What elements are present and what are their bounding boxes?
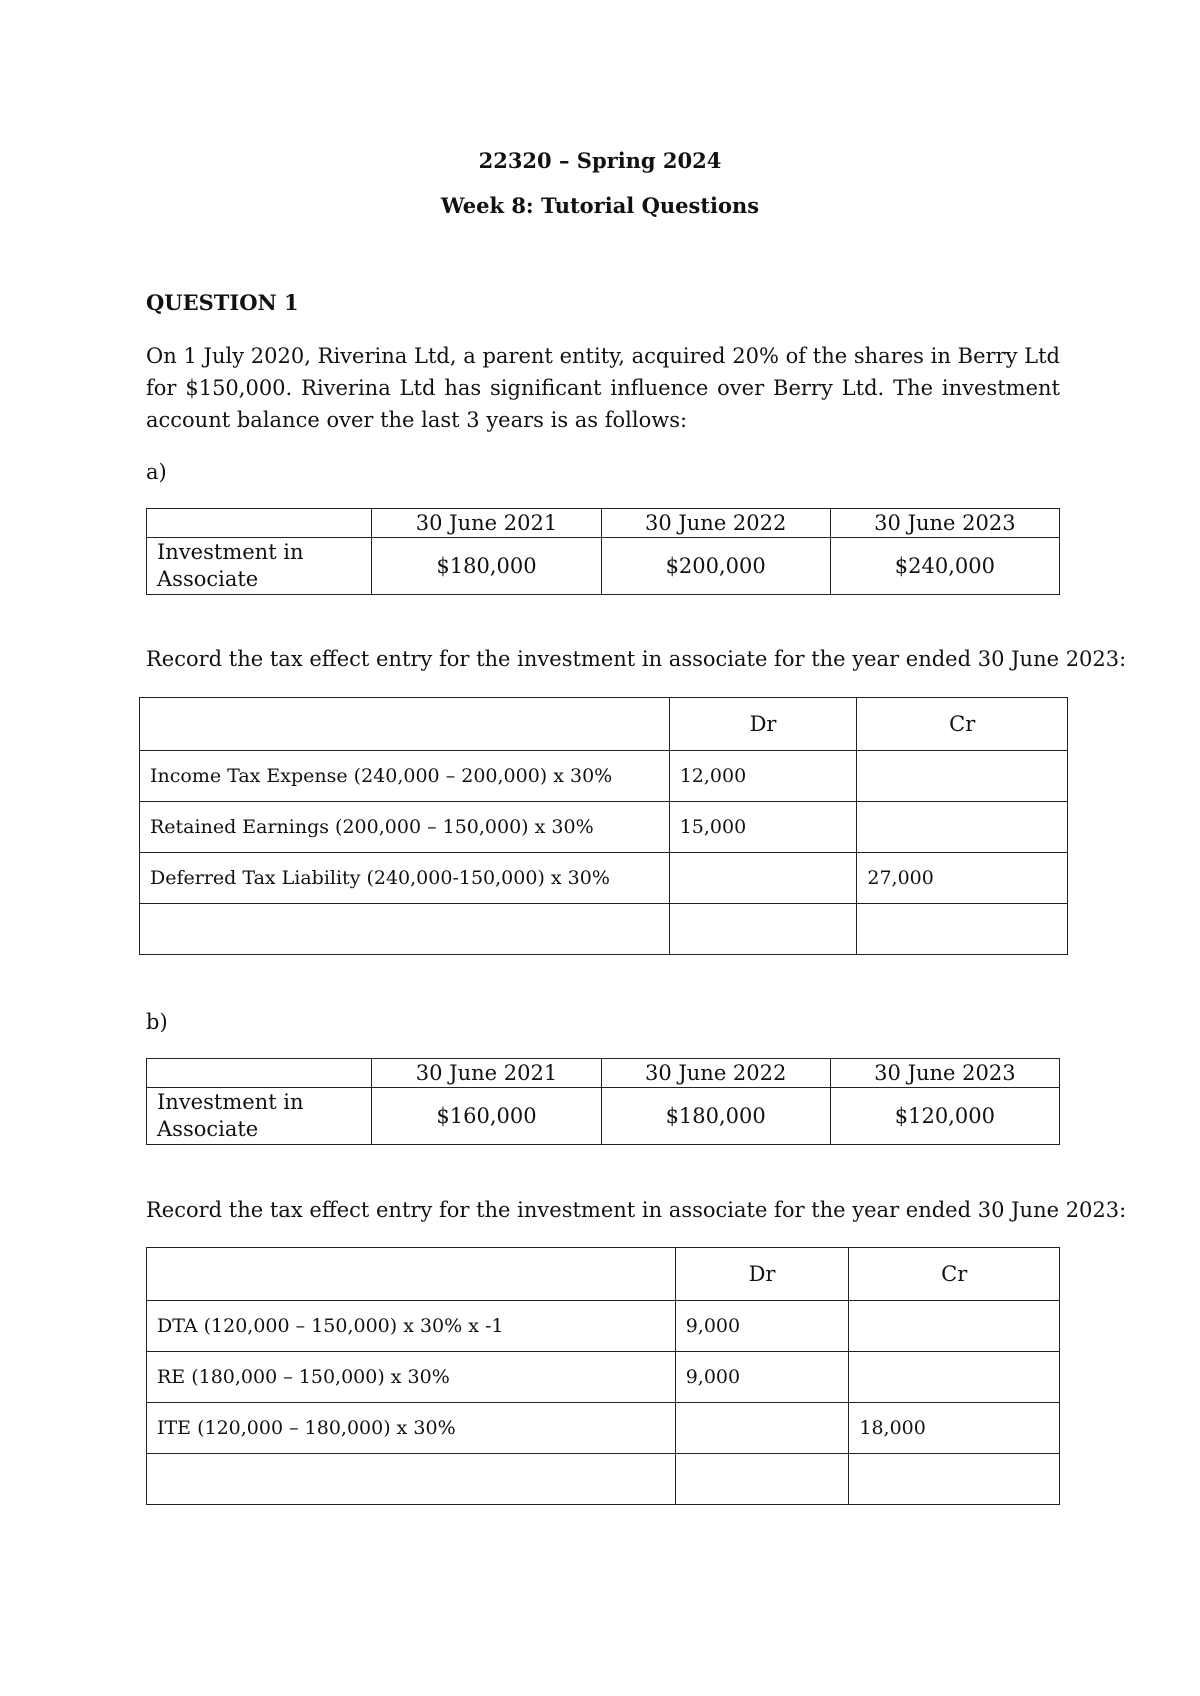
balance-value: $240,000 — [830, 538, 1059, 595]
balance-value: $180,000 — [372, 538, 601, 595]
cr-header: Cr — [849, 1248, 1060, 1301]
empty-header-cell — [147, 1059, 372, 1088]
journal-row — [140, 904, 1068, 955]
cr-cell — [849, 1454, 1060, 1505]
dr-cell: 9,000 — [675, 1352, 849, 1403]
account-header-cell — [140, 698, 670, 751]
account-cell: Deferred Tax Liability (240,000-150,000) x 30% — [140, 853, 670, 904]
part-b-journal-table — [146, 1247, 1060, 1505]
journal-row — [147, 1352, 1060, 1403]
account-cell: ITE (120,000 – 180,000) x 30% — [147, 1403, 676, 1454]
table-row — [147, 1088, 1060, 1145]
part-a-label: a) — [146, 460, 167, 484]
account-cell: DTA (120,000 – 150,000) x 30% x -1 — [147, 1301, 676, 1352]
dr-cell: 15,000 — [669, 802, 857, 853]
dr-cell: 12,000 — [669, 751, 857, 802]
account-header-cell — [147, 1248, 676, 1301]
account-cell: RE (180,000 – 150,000) x 30% — [147, 1352, 676, 1403]
account-cell — [140, 904, 670, 955]
journal-header-row — [147, 1248, 1060, 1301]
cr-cell — [857, 751, 1068, 802]
dr-cell — [675, 1403, 849, 1454]
journal-header-row — [140, 698, 1068, 751]
part-b-label: b) — [146, 1010, 168, 1034]
account-cell: Retained Earnings (200,000 – 150,000) x 30% — [140, 802, 670, 853]
balance-value: $120,000 — [830, 1088, 1059, 1145]
table-header-row — [147, 509, 1060, 538]
dr-cell — [669, 853, 857, 904]
balance-value: $160,000 — [372, 1088, 601, 1145]
journal-row — [147, 1301, 1060, 1352]
balance-value: $180,000 — [601, 1088, 830, 1145]
part-b-balance-table — [146, 1058, 1060, 1145]
question-heading: QUESTION 1 — [146, 290, 299, 315]
table-header-row — [147, 1059, 1060, 1088]
course-title: 22320 – Spring 2024 — [478, 148, 722, 173]
dr-header: Dr — [669, 698, 857, 751]
dr-header: Dr — [675, 1248, 849, 1301]
column-header: 30 June 2021 — [372, 509, 601, 538]
cr-cell: 27,000 — [857, 853, 1068, 904]
dr-cell — [669, 904, 857, 955]
part-a-instruction: Record the tax effect entry for the investment in associate for the year ended 30 June 2023: — [146, 647, 1127, 671]
column-header: 30 June 2022 — [601, 509, 830, 538]
dr-cell — [675, 1454, 849, 1505]
journal-row — [140, 853, 1068, 904]
row-label: Investment in Associate — [147, 1088, 372, 1145]
column-header: 30 June 2021 — [372, 1059, 601, 1088]
cr-cell: 18,000 — [849, 1403, 1060, 1454]
row-label: Investment in Associate — [147, 538, 372, 595]
column-header: 30 June 2023 — [830, 1059, 1059, 1088]
journal-row — [147, 1454, 1060, 1505]
empty-header-cell — [147, 509, 372, 538]
journal-row — [147, 1403, 1060, 1454]
cr-cell — [857, 904, 1068, 955]
account-cell — [147, 1454, 676, 1505]
part-a-journal-table — [139, 697, 1068, 955]
dr-cell: 9,000 — [675, 1301, 849, 1352]
column-header: 30 June 2022 — [601, 1059, 830, 1088]
account-cell: Income Tax Expense (240,000 – 200,000) x 30% — [140, 751, 670, 802]
part-a-balance-table — [146, 508, 1060, 595]
cr-cell — [849, 1301, 1060, 1352]
cr-cell — [857, 802, 1068, 853]
table-row — [147, 538, 1060, 595]
cr-cell — [849, 1352, 1060, 1403]
journal-row — [140, 751, 1068, 802]
question-intro: On 1 July 2020, Riverina Ltd, a parent entity, acquired 20% of the shares in Berry Ltd for $150,000. Riverina Ltd has significant influence over Berry Ltd. The investment account balance over the last 3 years is as follows: — [146, 344, 1060, 432]
column-header: 30 June 2023 — [830, 509, 1059, 538]
part-b-instruction: Record the tax effect entry for the investment in associate for the year ended 30 June 2023: — [146, 1198, 1127, 1222]
balance-value: $200,000 — [601, 538, 830, 595]
journal-row — [140, 802, 1068, 853]
cr-header: Cr — [857, 698, 1068, 751]
week-title: Week 8: Tutorial Questions — [440, 193, 760, 218]
